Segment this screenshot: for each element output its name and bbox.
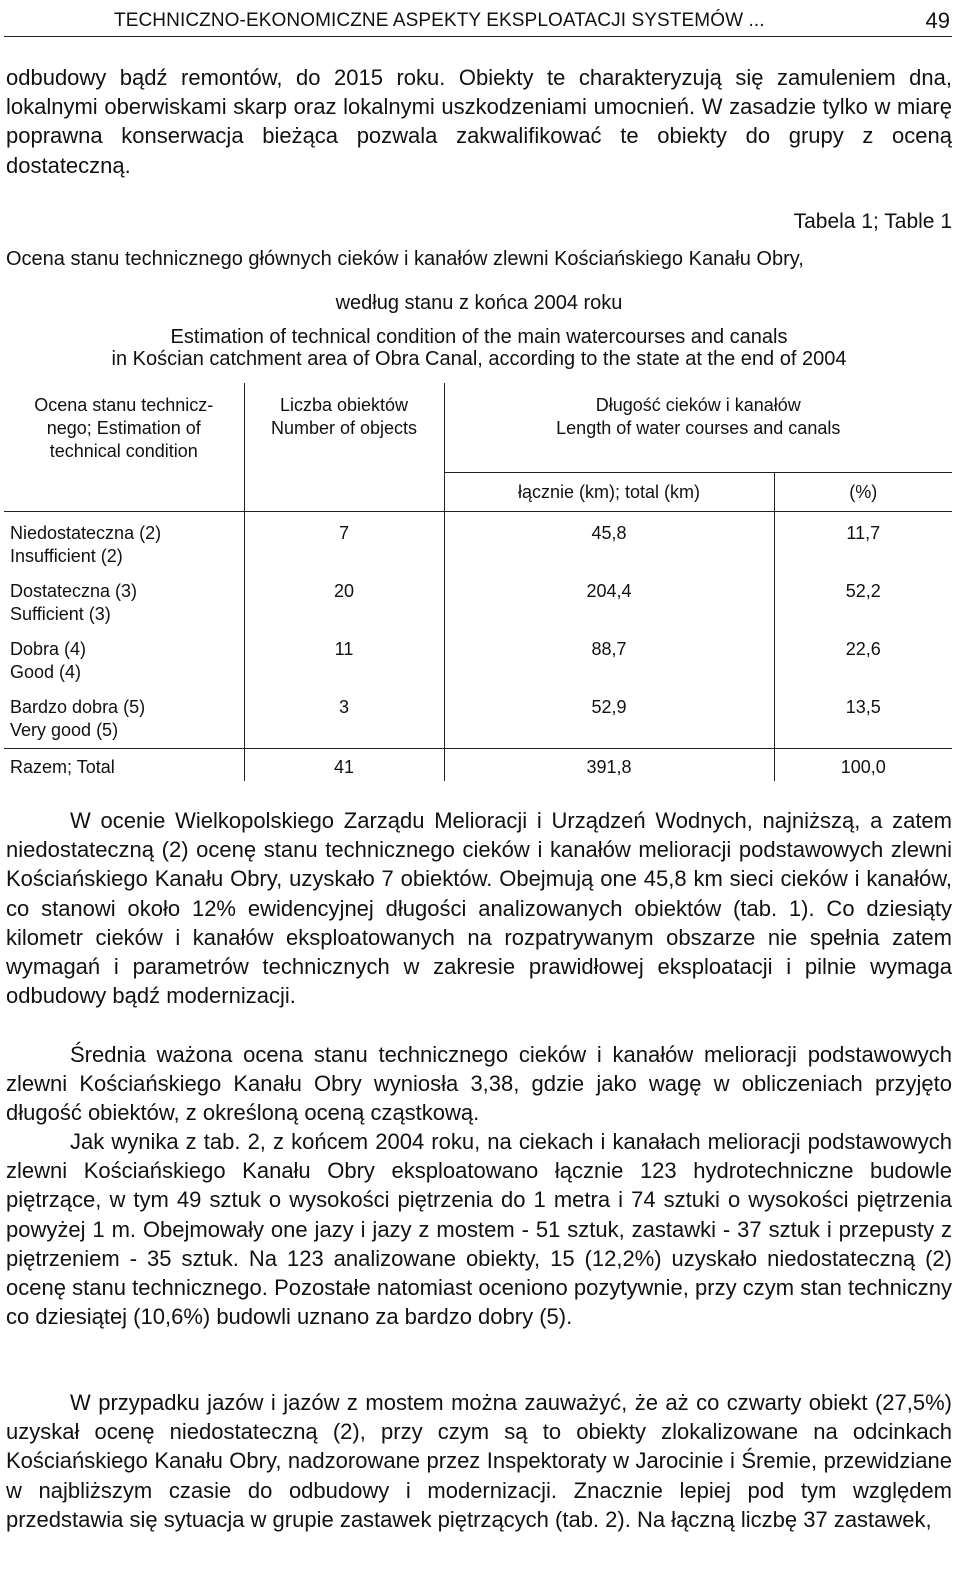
header-length: Długość cieków i kanałów Length of water courses and canals (444, 383, 952, 473)
body-paragraph-1: W ocenie Wielkopolskiego Zarządu Melioracji i Urządzeń Wodnych, najniższą, a zatem niedostateczną (2) ocenę stanu technicznego cieków i kanałów melioracji podstawowych zlewni Kościańskiego Kanału Obry, uzyskało 7 obiektów. Obejmują one 45,8 km sieci cieków i kanałów, co stanowi około 12% ewidencyjnej długości analizowanych obiektów (tab. 1). Co dziesiąty kilometr cieków i kanałów eksploatowanych na rozpatrywanym obszarze nie spełnia zatem wymagań i parametrów technicznych w zakresie prawidłowej eksploatacji i pilnie wymaga odbudowy bądź modernizacji. (6, 808, 952, 1009)
table-row: Niedostateczna (2) Insufficient (2) 7 45,8 11,7 (4, 512, 952, 571)
table-caption-pl-line1: Ocena stanu technicznego głównych cieków i kanałów zlewni Kościańskiego Kanału Obry, (6, 248, 804, 270)
running-header (4, 6, 952, 37)
page-number: 49 (925, 8, 950, 33)
table-caption-en-line2: in Kościan catchment area of Obra Canal, according to the state at the end of 2004 (111, 348, 847, 370)
table-label: Tabela 1; Table 1 (793, 210, 952, 233)
table-row: Dostateczna (3) Sufficient (3) 20 204,4 52,2 (4, 570, 952, 628)
body-paragraph-3: Jak wynika z tab. 2, z końcem 2004 roku, na ciekach i kanałach melioracji podstawowych zlewni Kościańskiego Kanału Obry eksploatowano łącznie 123 hydrotechniczne budowle piętrzące, w tym 49 sztuk o wysokości piętrzenia do 1 metra i 74 sztuki o wysokości piętrzenia powyżej 1 m. Obejmowały one jazy i jazy z mostem - 51 sztuk, zastawki - 37 sztuk i przepusty z piętrzeniem - 35 sztuk. Na 123 analizowane obiekty, 15 (12,2%) uzyskało niedostateczną (2) ocenę stanu technicznego. Pozostałe natomiast oceniono pozytywnie, przy czym stan techniczny co dziesiątej (10,6%) budowli uznano za bardzo dobry (5). (6, 1129, 952, 1330)
header-count: Liczba obiektów Number of objects (244, 383, 444, 512)
running-header-title: TECHNICZNO-EKONOMICZNE ASPEKTY EKSPLOATACJI SYSTEMÓW ... (114, 10, 765, 31)
table-row: Dobra (4) Good (4) 11 88,7 22,6 (4, 628, 952, 686)
table-row: Bardzo dobra (5) Very good (5) 3 52,9 13,5 (4, 686, 952, 749)
body-paragraph-4: W przypadku jazów i jazów z mostem można zauważyć, że aż co czwarty obiekt (27,5%) uzyskał ocenę niedostateczną (2), przy czym są to obiekty zlokalizowane na odcinkach Kościańskiego Kanału Obry, nadzorowane przez Inspektoraty w Jarocinie i Śremie, przewidziane w najbliższym czasie do odbudowy i modernizacji. Znacznie lepiej pod tym względem przedstawia się sytuacja w grupie zastawek piętrzących (tab. 2). Na łączną liczbę 37 zastawek, (6, 1390, 952, 1532)
subheader-total-km: łącznie (km); total (km) (444, 473, 774, 512)
header-condition: Ocena stanu technicz- nego; Estimation of technical condition (34, 395, 214, 461)
condition-table (4, 383, 952, 781)
table-caption-en-line1: Estimation of technical condition of the main watercourses and canals (170, 326, 788, 348)
table-total-row: Razem; Total 41 391,8 100,0 (4, 749, 952, 782)
intro-paragraph: odbudowy bądź remontów, do 2015 roku. Obiekty te charakteryzują się zamuleniem dna, lokalnymi oberwiskami skarp oraz lokalnymi uszkodzeniami umocnień. W zasadzie tylko w miarę poprawna konserwacja bieżąca pozwala zakwalifikować te obiekty do grupy z oceną dostateczną. (6, 65, 952, 178)
table-caption-pl-line2: według stanu z końca 2004 roku (335, 292, 623, 314)
subheader-percent: (%) (774, 473, 952, 512)
body-paragraph-2: Średnia ważona ocena stanu technicznego cieków i kanałów melioracji podstawowych zlewni Kościańskiego Kanału Obry wyniosła 3,38, gdzie jako wagę w obliczeniach przyjęto długość obiektów, z określoną oceną cząstkową. (6, 1042, 952, 1126)
table-header-row (4, 383, 952, 473)
